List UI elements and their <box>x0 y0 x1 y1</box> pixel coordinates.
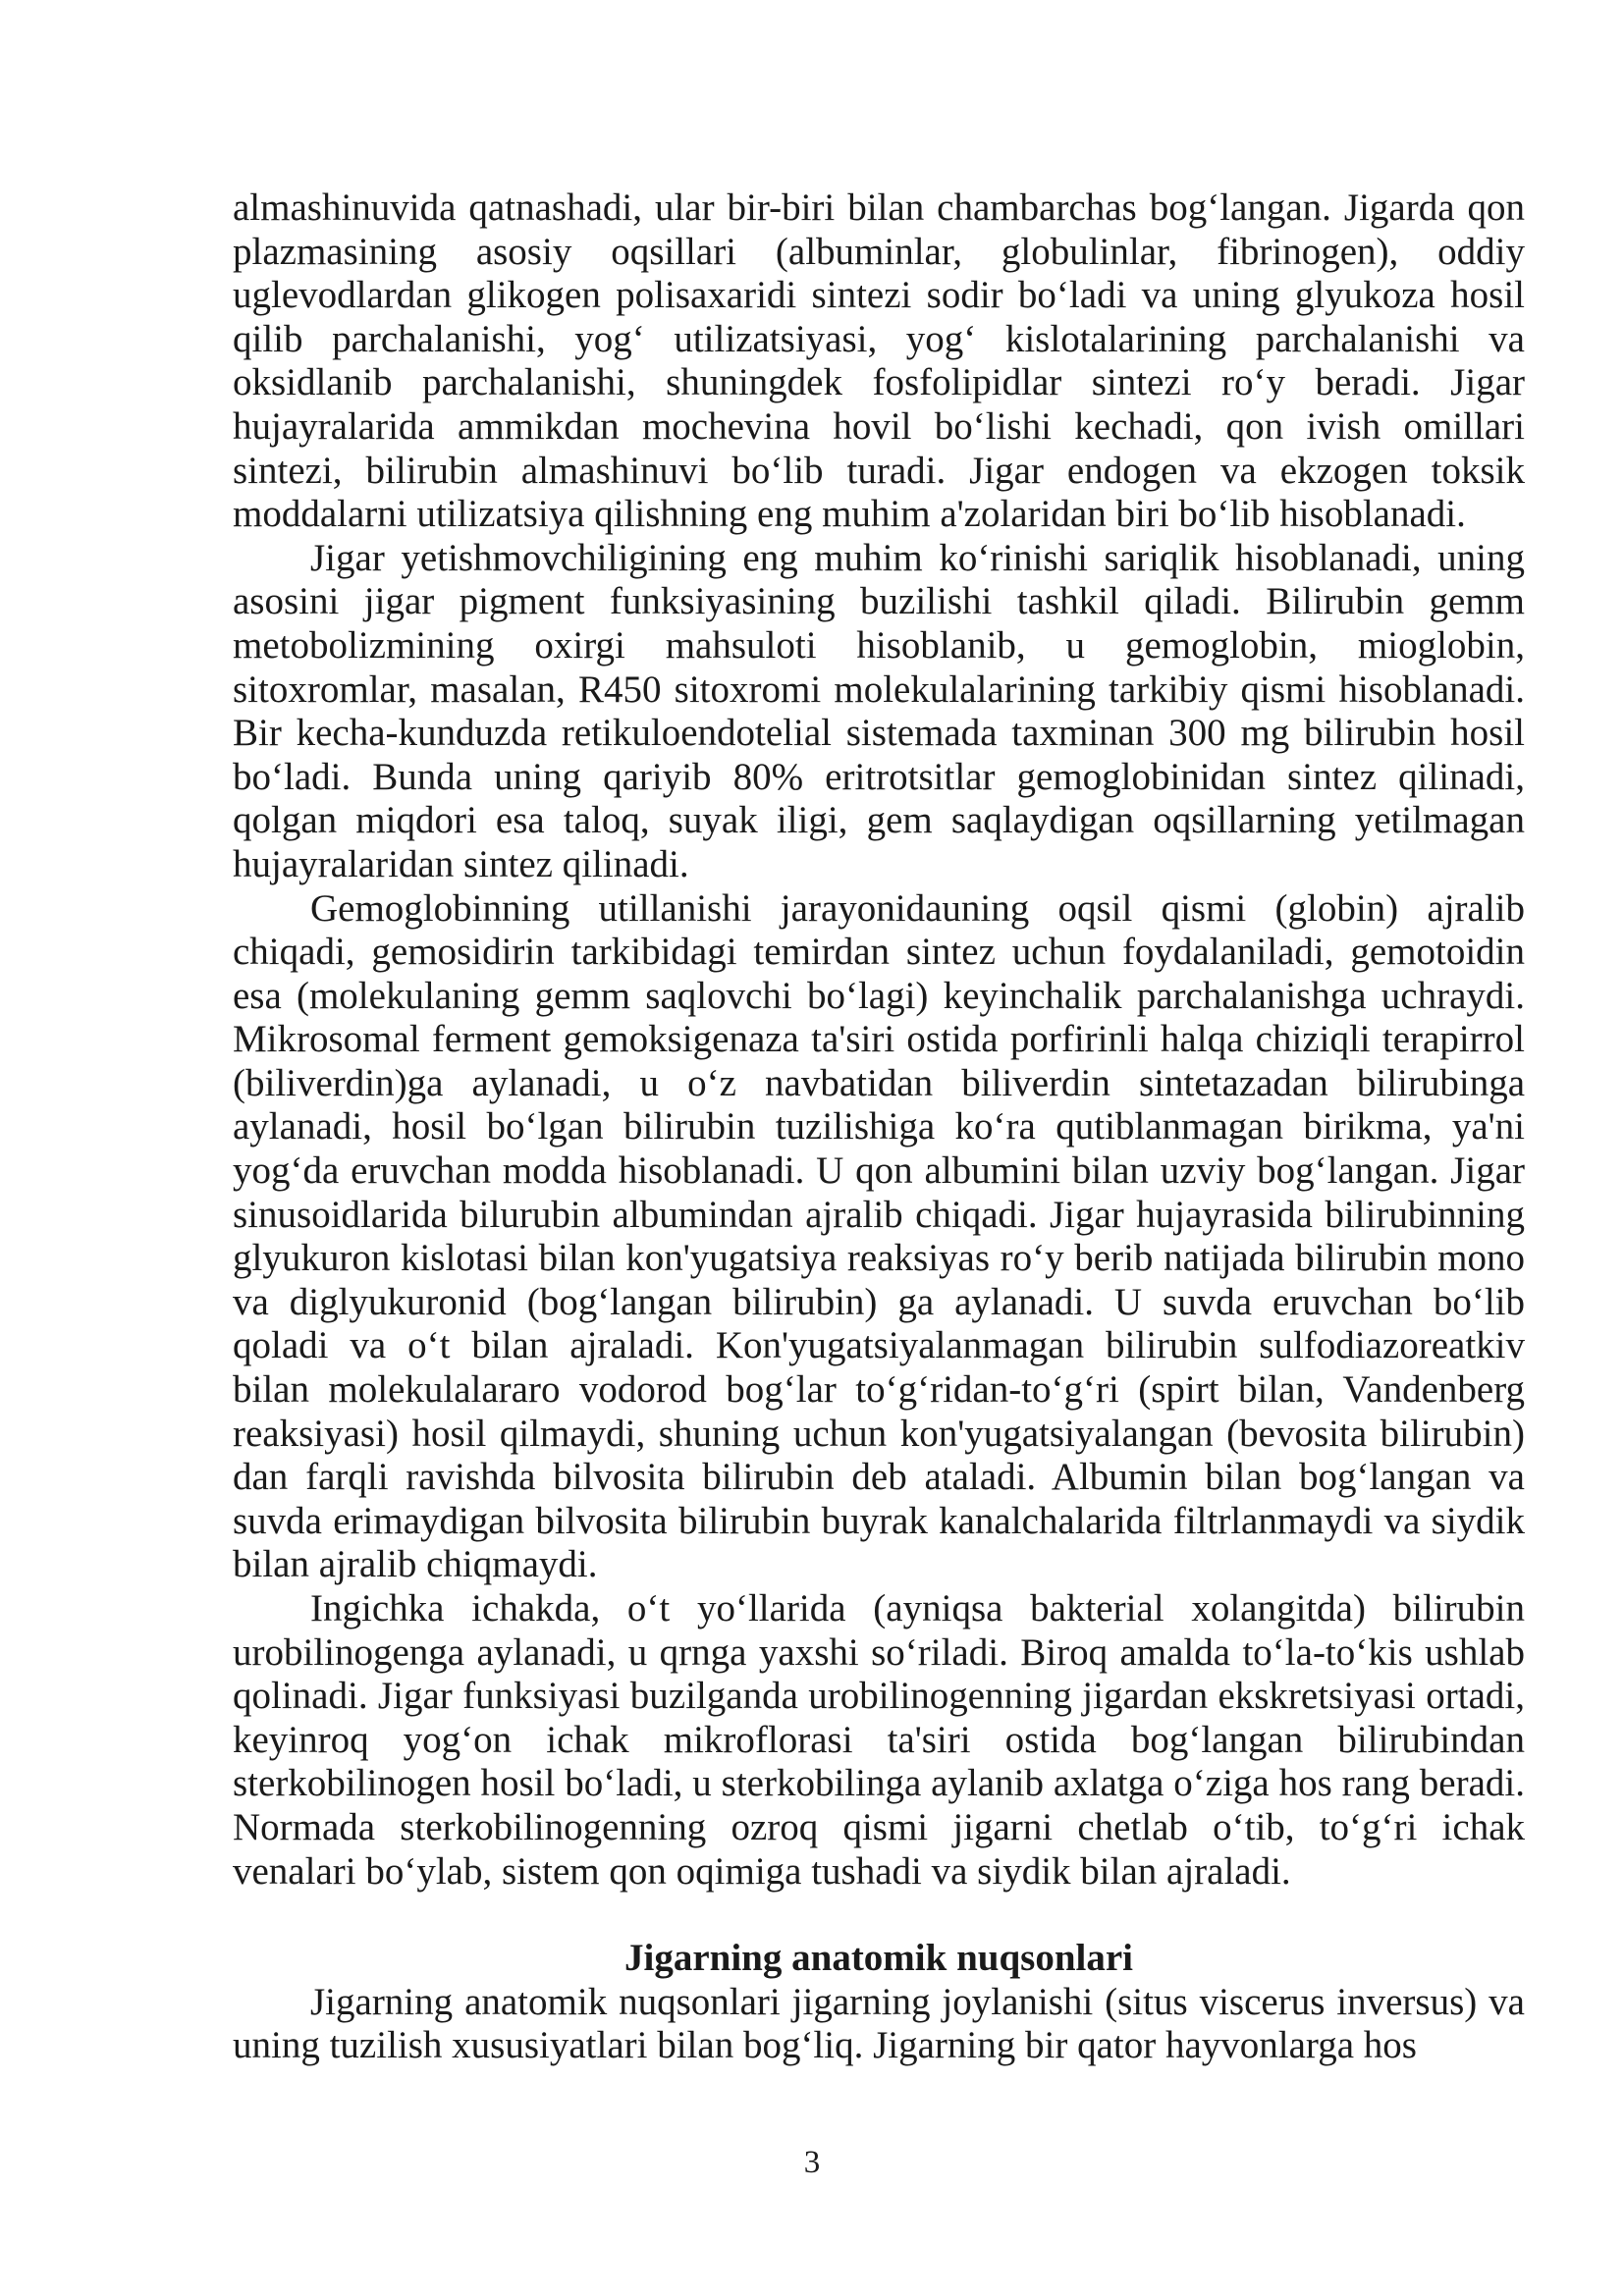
paragraph-1: almashinuvida qatnashadi, ular bir-biri bilan chambarchas bog‘langan. Jigarda qon plazmasining asosiy oqsillari (albuminlar, globulinlar, fibrinogen), oddiy uglevodlardan glikogen polisaxaridi sintezi sodir bo‘ladi va uning glyukoza hosil qilib parchalanishi, yog‘ utilizatsiyasi, yog‘ kislotalarining parchalanishi va oksidlanib parchalanishi, shuningdek fosfolipidlar sintezi ro‘y beradi. Jigar hujayralarida ammikdan mochevina hovil bo‘lishi kechadi, qon ivish omillari sintezi, bilirubin almashinuvi bo‘lib turadi. Jigar endogen va ekzogen toksik moddalarni utilizatsiya qilishning eng muhim a'zolaridan biri bo‘lib hisoblanadi. <box>233 187 1525 536</box>
paragraph-2: Jigar yetishmovchiligining eng muhim ko‘rinishi sariqlik hisoblanadi, uning asosini jigar pigment funksiyasining buzilishi tashkil qiladi. Bilirubin gemm metobolizmining oxirgi mahsuloti hisoblanib, u gemoglobin, mioglobin, sitoxromlar, masalan, R450 sitoxromi molekulalarining tarkibiy qismi hisoblanadi. Bir kecha-kunduzda retikuloendotelial sistemada taxminan 300 mg bilirubin hosil bo‘ladi. Bunda uning qariyib 80% eritrotsitlar gemoglobinidan sintez qilinadi, qolgan miqdori esa taloq, suyak iligi, gem saqlaydigan oqsillarning yetilmagan hujayralaridan sintez qilinadi. <box>233 536 1525 885</box>
paragraph-4: Ingichka ichakda, o‘t yo‘llarida (ayniqsa bakterial xolangitda) bilirubin urobilinogenga aylanadi, u qrnga yaxshi so‘riladi. Biroq amalda to‘la-to‘kis ushlab qolinadi. Jigar funksiyasi buzilganda urobilinogenning jigardan ekskretsiyasi ortadi, keyinroq yog‘on ichak mikroflorasi ta'siri ostida bog‘langan bilirubindan sterkobilinogen hosil bo‘ladi, u sterkobilinga aylanib axlatga o‘ziga hos rang beradi. Normada sterkobilinogenning ozroq qismi jigarni chetlab o‘tib, to‘g‘ri ichak venalari bo‘ylab, sistem qon oqimiga tushadi va siydik bilan ajraladi. <box>233 1587 1525 1893</box>
page-number: 3 <box>803 2145 821 2180</box>
section-heading: Jigarning anatomik nuqsonlari <box>624 1937 1133 1980</box>
section-paragraph: Jigarning anatomik nuqsonlari jigarning joylanishi (situs viscerus inversus) va uning tuzilish xususiyatlari bilan bog‘liq. Jigarning bir qator hayvonlarga hos <box>233 1980 1525 2067</box>
paragraph-3: Gemoglobinning utillanishi jarayonidauning oqsil qismi (globin) ajralib chiqadi, gemosidirin tarkibidagi temirdan sintez uchun foydalaniladi, gemotoidin esa (molekulaning gemm saqlovchi bo‘lagi) keyinchalik parchalanishga uchraydi. Mikrosomal ferment gemoksigenaza ta'siri ostida porfirinli halqa chiziqli terapirrol (biliverdin)ga aylanadi, u o‘z navbatidan biliverdin sintetazadan bilirubinga aylanadi, hosil bo‘lgan bilirubin tuzilishiga ko‘ra qutiblanmagan birikma, ya'ni yog‘da eruvchan modda hisoblanadi. U qon albumini bilan uzviy bog‘langan. Jigar sinusoidlarida bilurubin albumindan ajralib chiqadi. Jigar hujayrasida bilirubinning glyukuron kislotasi bilan kon'yugatsiya reaksiyas ro‘y berib natijada bilirubin mono va diglyukuronid (bog‘langan bilirubin) ga aylanadi. U suvda eruvchan bo‘lib qoladi va o‘t bilan ajraladi. Kon'yugatsiyalanmagan bilirubin sulfodiazoreatkiv bilan molekulalararo vodorod bog‘lar to‘g‘ridan-to‘g‘ri (spirt bilan, Vandenberg reaksiyasi) hosil qilmaydi, shuning uchun kon'yugatsiyalangan (bevosita bilirubin) dan farqli ravishda bilvosita bilirubin deb ataladi. Albumin bilan bog‘langan va suvda erimaydigan bilvosita bilirubin buyrak kanalchalarida filtrlanmaydi va siydik bilan ajralib chiqmaydi. <box>233 886 1525 1586</box>
document-body <box>233 187 1525 2068</box>
